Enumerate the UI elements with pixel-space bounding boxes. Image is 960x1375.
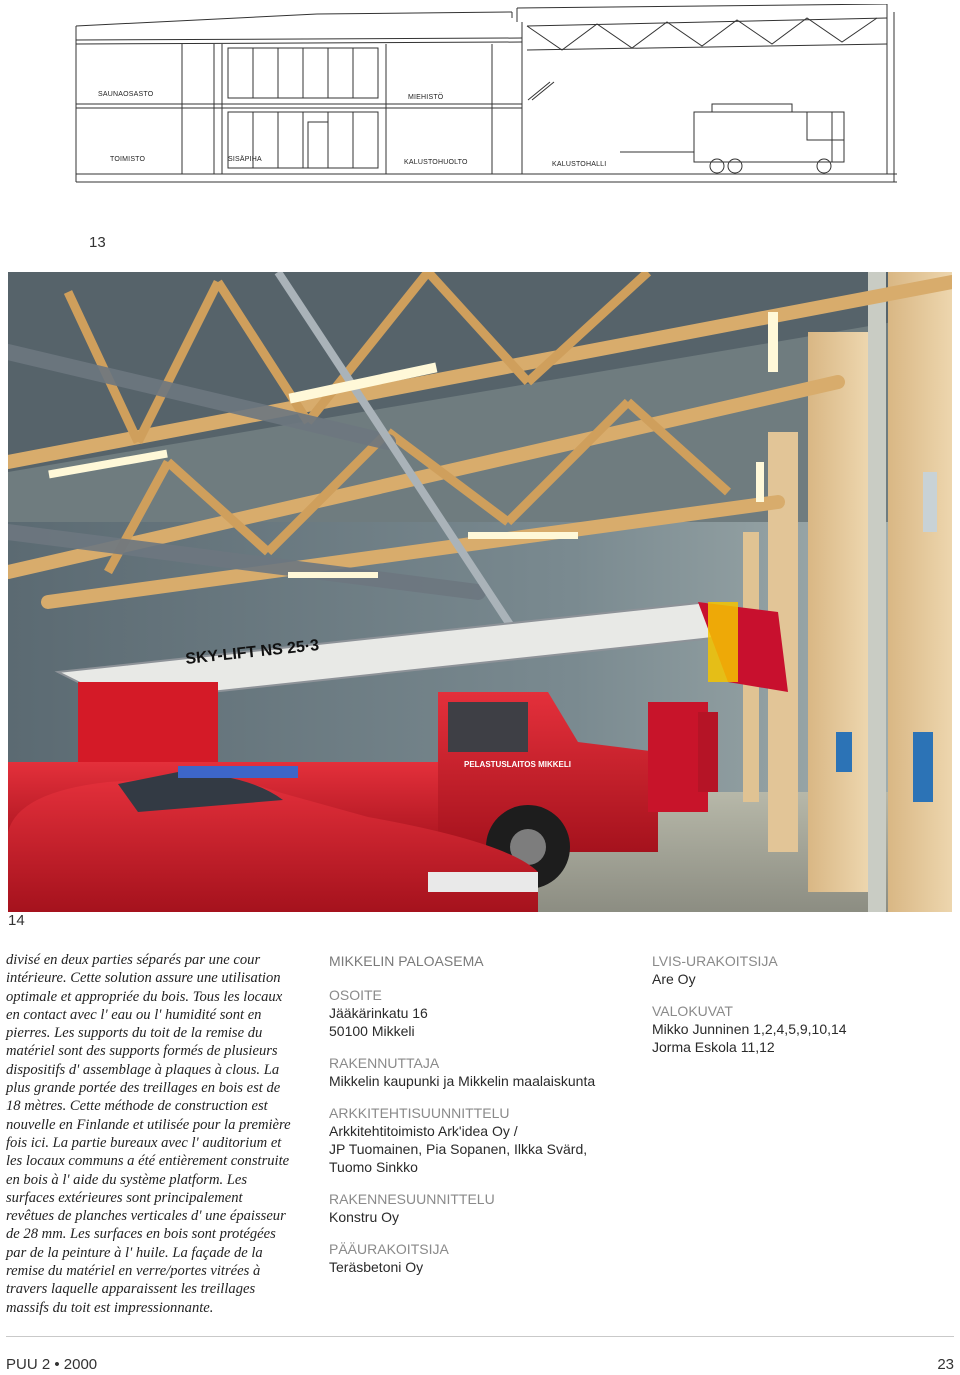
label-miehisto: MIEHISTÖ — [408, 94, 444, 101]
client-label: RAKENNUTTAJA — [329, 1055, 440, 1071]
structural-group — [329, 1190, 629, 1226]
article-text-column — [6, 951, 293, 1317]
footer-page-number: 23 — [937, 1356, 954, 1373]
photo-credit-line: Mikko Junninen 1,2,4,5,9,10,14 — [652, 1021, 847, 1037]
label-kalustohalli: KALUSTOHALLI — [552, 161, 607, 168]
architect-group — [329, 1104, 629, 1176]
architect-line: JP Tuomainen, Pia Sopanen, Ilkka Svärd, — [329, 1141, 588, 1157]
structural-value: Konstru Oy — [329, 1209, 400, 1225]
architect-label: ARKKITEHTISUUNNITTELU — [329, 1105, 510, 1121]
hvac-group — [652, 952, 952, 988]
boom-text: SKY-LIFT NS 25·3 — [184, 637, 320, 668]
label-kalustohuolto: KALUSTOHUOLTO — [404, 159, 468, 166]
figure-number-13: 13 — [89, 234, 106, 251]
structural-label: RAKENNESUUNNITTELU — [329, 1191, 495, 1207]
client-value: Mikkelin kaupunki ja Mikkelin maalaiskunta — [329, 1073, 596, 1089]
photo-credits-group — [652, 1002, 952, 1056]
label-sisapiha: SISÄPIHA — [228, 156, 262, 163]
photo-credits-label: VALOKUVAT — [652, 1003, 733, 1019]
contractor-label: PÄÄURAKOITSIJA — [329, 1241, 449, 1257]
label-toimisto: TOIMISTO — [110, 156, 146, 163]
contractor-value: Teräsbetoni Oy — [329, 1259, 424, 1275]
label-saunaosasto: SAUNAOSASTO — [98, 91, 154, 98]
client-group — [329, 1054, 629, 1090]
address-group — [329, 986, 629, 1040]
contractor-group — [329, 1240, 629, 1276]
hvac-value: Are Oy — [652, 971, 696, 987]
figure-number-14: 14 — [8, 912, 25, 929]
building-section-drawing — [72, 4, 902, 190]
truck-door-text: PELASTUSLAITOS MIKKELI — [464, 760, 571, 769]
project-credits — [329, 952, 629, 1290]
architect-line: Tuomo Sinkko — [329, 1159, 418, 1175]
footer-publication: PUU 2 • 2000 — [6, 1356, 98, 1373]
project-title: MIKKELIN PALOASEMA — [329, 953, 484, 969]
photo-credit-line: Jorma Eskola 11,12 — [652, 1039, 775, 1055]
hvac-label: LVIS-URAKOITSIJA — [652, 953, 778, 969]
fire-station-hall-photo — [8, 272, 952, 912]
address-label: OSOITE — [329, 987, 382, 1003]
footer-rule — [6, 1336, 954, 1337]
architect-line: Arkkitehtitoimisto Ark'idea Oy / — [329, 1123, 518, 1139]
address-line: 50100 Mikkeli — [329, 1023, 415, 1039]
address-line: Jääkärinkatu 16 — [329, 1005, 428, 1021]
article-paragraph: divisé en deux parties séparés par une cour intérieure. Cette solution assure une utilisation optimale et appropriée du bois. Tous les locaux en contact avec l' eau ou l' humidité sont en pierres. Les supports du toit de la remise du matériel sont des supports formés de plusieurs dispositifs d' assemblage à plaques à clous. La plus grande portée des treillages en bois est de 18 mètres. Cette méthode de construction est nouvelle en Finlande et utilisée pour la première fois ici. La partie bureaux avec l' auditorium et les locaux communs a été entièrement construite en bois à l' aide du système platform. Les surfaces extérieures sont principalement revêtues de planches verticales d' une épaisseur de 28 mm. Les surfaces en bois sont protégées par de la peinture à l' huile. La façade de la remise du matériel en verre/portes vitrées à travers laquelle apparaissent les treillages massifs du toit est impressionnante. — [6, 952, 291, 1316]
project-credits-secondary — [652, 952, 952, 1070]
